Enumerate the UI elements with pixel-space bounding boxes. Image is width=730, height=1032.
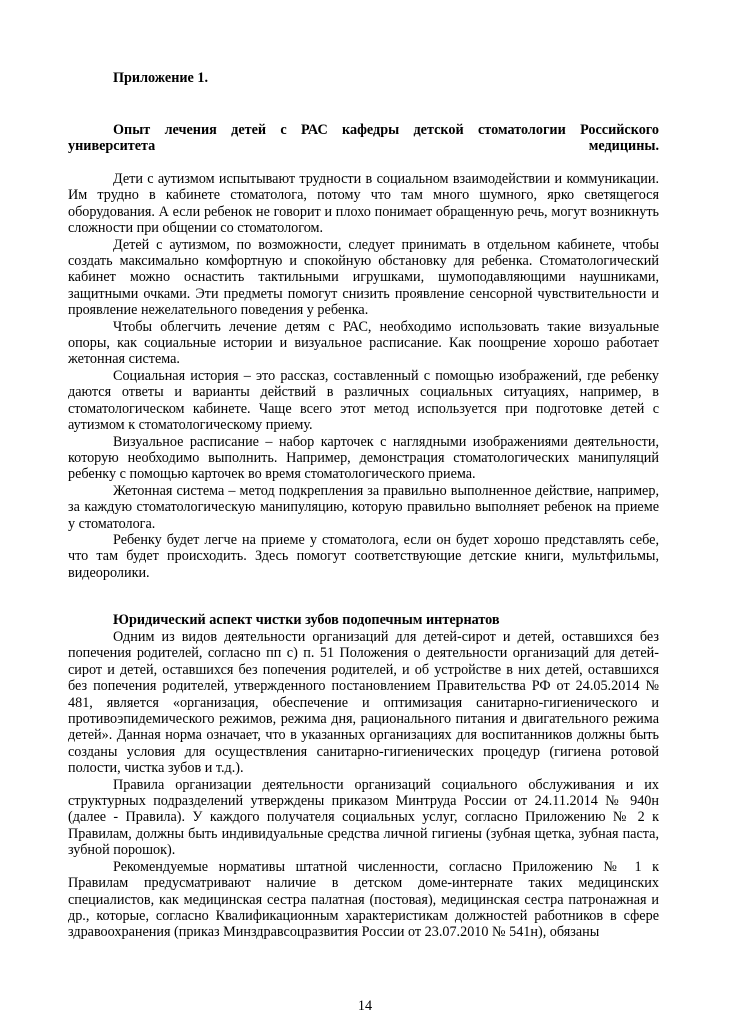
section1-title-line1: Опыт лечения детей с РАС кафедры детской стоматологии Российского: [113, 122, 659, 138]
appendix-heading: Приложение 1.: [113, 70, 209, 86]
paragraph: Рекомендуемые нормативы штатной численности, согласно Приложению № 1 к Правилам предусматривают наличие в детском доме-интернате таких медицинских специалистов, как медицинская сестра палатная (постовая), медицинская сестра патронажная и др., которые, согласно Квалификационным характеристикам должностей работников в сфере здравоохранения (приказ Минздравсоцразвития России от 23.07.2010 № 541н), обязаны: [68, 858, 659, 941]
section2-body: [68, 629, 659, 941]
paragraph: Визуальное расписание – набор карточек с наглядными изображениями деятельности, которую необходимо выполнить. Например, демонстрация стоматологических манипуляций ребенку с помощью карточек во время стоматологического приема.: [68, 433, 659, 483]
paragraph: Жетонная система – метод подкрепления за правильно выполненное действие, например, за каждую стоматологическую манипуляцию, которую правильно выполняет ребенок на приеме у стоматолога.: [68, 482, 659, 532]
paragraph: Детей с аутизмом, по возможности, следует принимать в отдельном кабинете, чтобы создать максимально комфортную и спокойную обстановку для ребенка. Стоматологический кабинет можно оснастить тактильными игрушками, шумоподавляющими наушниками, защитными очками. Эти предметы помогут снизить проявление сенсорной чувствительности и проявление нежелательного поведения у ребенка.: [68, 236, 659, 319]
section1-title-line2-left: университета: [68, 138, 156, 154]
page-number: 14: [357, 998, 373, 1014]
paragraph: Дети с аутизмом испытывают трудности в социальном взаимодействии и коммуникации. Им трудно в кабинете стоматолога, потому что там много шумного, ярко светящегося оборудования. А если ребенок не говорит и плохо понимает обращенную речь, могут возникнуть сложности при общении со стоматологом.: [68, 171, 659, 237]
section1-body: [68, 171, 659, 581]
section2-title: Юридический аспект чистки зубов подопечным интернатов: [113, 612, 500, 628]
paragraph: Социальная история – это рассказ, составленный с помощью изображений, где ребенку даются ответы и варианты действий в различных социальных ситуациях, например, в стоматологическом кабинете. Чаще всего этот метод используется при подготовке детей с аутизмом к стоматологическому приему.: [68, 367, 659, 434]
paragraph: Чтобы облегчить лечение детям с РАС, необходимо использовать такие визуальные опоры, как социальные истории и визуальное расписание. Как поощрение хорошо работает жетонная система.: [68, 318, 659, 368]
paragraph: Одним из видов деятельности организаций для детей-сирот и детей, оставшихся без попечения родителей, согласно пп с) п. 51 Положения о деятельности организаций для детей-сирот и детей, оставшихся без попечения родителей, и об устройстве в них детей, оставшихся без попечения родителей, утвержденного постановлением Правительства РФ от 24.05.2014 № 481, является «организация, обеспечение и оптимизация санитарно-гигиенического и противоэпидемического режимов, режима дня, рационального питания и двигательного режима детей». Данная норма означает, что в указанных организациях для воспитанников должны быть созданы условия для осуществления санитарно-гигиенических процедур (гигиена ротовой полости, чистка зубов и т.д.).: [68, 629, 659, 777]
section1-title-line2-right: медицины.: [588, 138, 659, 154]
paragraph: Ребенку будет легче на приеме у стоматолога, если он будет хорошо представлять себе, что там будет происходить. Здесь помогут соответствующие детские книги, мультфильмы, видеоролики.: [68, 531, 659, 581]
section1-title-line2: [68, 138, 659, 154]
paragraph: Правила организации деятельности организаций социального обслуживания и их структурных подразделений утверждены приказом Минтруда России от 24.11.2014 № 940н (далее - Правила). У каждого получателя социальных услуг, согласно Приложению № 2 к Правилам, должны быть индивидуальные средства личной гигиены (зубная щетка, зубная паста, зубной порошок).: [68, 776, 659, 859]
